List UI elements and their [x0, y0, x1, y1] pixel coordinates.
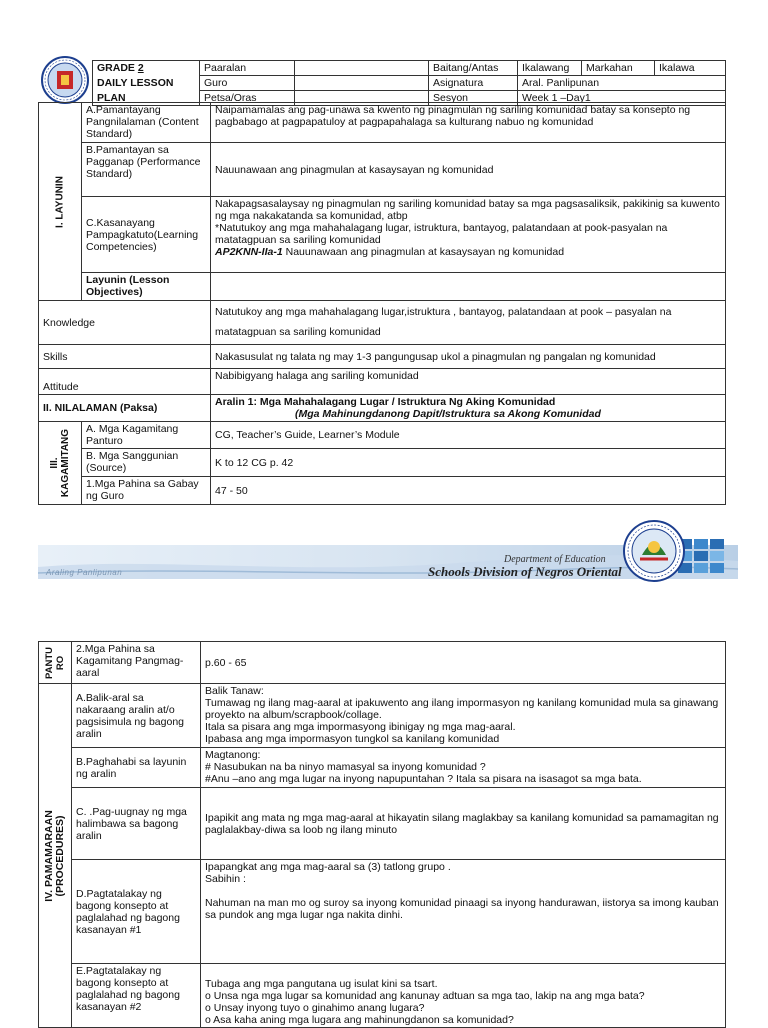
paghahabi-label: B.Paghahabi sa layunin ng aralin [72, 748, 201, 788]
competency-text-2: *Natutukoy ang mga mahahalagang lugar, istruktura, bantayog, palatandaan at pook-pasyalan na matatagpuan sa sariling komunidad [215, 222, 668, 246]
pagtatalakay-1-text [201, 860, 726, 964]
panturo-section [39, 642, 72, 684]
sanggunian-label: B. Mga Sanggunian (Source) [82, 449, 211, 477]
sesyon-value: Week 1 –Day1 [518, 91, 726, 106]
panturo-section-label: PANTU RO [44, 646, 66, 679]
pagtatalakay-2-text: Tubaga ang mga pangutana ug isulat kini sa tsart. o Unsa nga mga lugar sa komunidad ang kanunay adtuan sa mga tao, lakip na ang mga bata? o Unsay inyong tuyo o ginahimo anang lugara? o Asa kaha aning mga lugara ang mahinungdanon sa komunidad? [201, 964, 726, 1028]
footer-division: Schools Division of Negros Oriental [428, 564, 622, 579]
nilalaman-line-2: (Mga Mahinungdanong Dapit/Istruktura sa Akong Komunidad [295, 408, 601, 420]
lesson-plan-table-2 [38, 641, 726, 1028]
nilalaman-text [211, 395, 726, 422]
nilalaman-line-1: Aralin 1: Mga Mahahalagang Lugar / Istruktura Ng Aking Komunidad [215, 396, 556, 408]
pag-uugnay-text: Ipapikit ang mata ng mga mag-aaral at hikayatin silang maglakbay sa kanilang komunidad sa pamamagitan ng paglalakbay-diwa sa loob ng ilang minuto [201, 788, 726, 860]
procedures-section [39, 684, 72, 1028]
balik-aral-text: Balik Tanaw: Tumawag ng ilang mag-aaral at ipakuwento ang ilang impormasyon ng kanilang komunidad mula sa ginawang proyekto na album/scrapbook/collage. Itala sa pisara ang mga impormasyong ibinigay ng mga mag-aaral. Ipabasa ang mga impormasyon tungkol sa kanilang komunidad [201, 684, 726, 748]
petsa-label: Petsa/Oras [200, 91, 295, 106]
layunin-section-label: I. LAYUNIN [54, 175, 66, 228]
nilalaman-label: II. NILALAMAN (Paksa) [39, 395, 211, 422]
procedures-section-label: IV. PAMAMARAAN (PROCEDURES) [43, 809, 66, 902]
competency-code-line [215, 246, 721, 258]
baitang-label: Baitang/Antas [429, 61, 518, 76]
balik-aral-label: A.Balik-aral sa nakaraang aralin at/o pagsisimula ng bagong aralin [72, 684, 201, 748]
kagamitan-section-label: III. KAGAMITANG [49, 428, 71, 498]
content-standard-label: A.Pamantayang Pangnilalaman (Content Standard) [82, 103, 211, 143]
grade-cell [93, 61, 200, 76]
grade-value: 2 [137, 62, 144, 74]
learning-competencies-text [211, 197, 726, 273]
layunin-section [39, 103, 82, 301]
learning-competencies-label: C.Kasanayang Pampagkatuto(Learning Competencies) [82, 197, 211, 273]
paghahabi-text: Magtanong: # Nasubukan na ba ninyo mamasyal sa inyong komunidad ? #Anu –ano ang mga lugar na inyong napupuntahan ? Itala sa pisara na isasagot sa mga bata. [201, 748, 726, 788]
attitude-text: Nabibigyang halaga ang sariling komunidad [211, 369, 726, 395]
knowledge-text: Natutukoy ang mga mahahalagang lugar,istruktura , bantayog, palatandaan at pook – pasyalan na matatagpuan sa sariling komunidad [211, 301, 726, 345]
content-standard-text: Naipamamalas ang pag-unawa sa kwento ng pinagmulan ng sariling komunidad batay sa konsepto ng pagbabago at pagpapatuloy at pagpapahalaga sa kulturang nabuo ng komunidad [211, 103, 726, 143]
pag-uugnay-label: C. .Pag-uugnay ng mga halimbawa sa bagong aralin [72, 788, 201, 860]
dll-line1: DAILY LESSON [93, 76, 200, 91]
footer-dept: Department of Education [504, 554, 606, 565]
ikalawa-cell: Ikalawa [655, 61, 726, 76]
guro-label: Guro [200, 76, 295, 91]
pagtatalakay-1-body: Nahuman na man mo og suroy sa inyong komunidad pinaagi sa inyong handurawan, iistorya sa imong kauban sa pundok ang mga lugar nga nakita dinhi. [205, 897, 719, 921]
pagtatalakay-1-label: D.Pagtatalakay ng bagong konsepto at paglalahad ng bagong kasanayan #1 [72, 860, 201, 964]
kagamitang-panturo-text: CG, Teacher’s Guide, Learner’s Module [211, 422, 726, 449]
competency-text-1: Nakapagsasalaysay ng pinagmulan ng sariling komunidad batay sa mga pagsasaliksik, pakikinig sa kuwento ng mga nakakatanda sa komunidad, atbp [215, 198, 720, 222]
footer-left-text: Araling Panlipunan [46, 568, 123, 577]
kagamitan-section [39, 422, 82, 505]
dll-line2: PLAN [93, 91, 200, 106]
markahan-cell: Markahan [582, 61, 655, 76]
competency-code: AP2KNN-IIa-1 [215, 246, 283, 258]
knowledge-label: Knowledge [39, 301, 211, 345]
attitude-label: Attitude [39, 369, 211, 395]
footer-banner [38, 527, 738, 581]
asignatura-value: Aral. Panlipunan [518, 76, 726, 91]
kagamitang-panturo-label: A. Mga Kagamitang Panturo [82, 422, 211, 449]
header-table [92, 60, 726, 106]
sanggunian-text: K to 12 CG p. 42 [211, 449, 726, 477]
guro-value [295, 76, 429, 91]
pupil-pages-label: 2.Mga Pahina sa Kagamitang Pangmag-aaral [72, 642, 201, 684]
paaralan-value [295, 61, 429, 76]
performance-standard-label: B.Pamantayan sa Pagganap (Performance Standard) [82, 143, 211, 197]
asignatura-label: Asignatura [429, 76, 518, 91]
lesson-plan-table-1 [38, 102, 726, 505]
competency-code-text: Nauunawaan ang pinagmulan at kasaysayan ng komunidad [282, 246, 565, 258]
ikalawang-cell: Ikalawang [518, 61, 582, 76]
sesyon-label: Sesyon [429, 91, 518, 106]
lesson-objectives-value [211, 273, 726, 301]
gabay-guro-text: 47 - 50 [211, 477, 726, 505]
gabay-guro-label: 1.Mga Pahina sa Gabay ng Guro [82, 477, 211, 505]
pupil-pages-text: p.60 - 65 [201, 642, 726, 684]
division-seal-logo [622, 519, 686, 583]
lesson-objectives-label: Layunin (Lesson Objectives) [82, 273, 211, 301]
grade-label: GRADE [97, 62, 138, 74]
pagtatalakay-2-label: E.Pagtatalakay ng bagong konsepto at paglalahad ng bagong kasanayan #2 [72, 964, 201, 1028]
skills-label: Skills [39, 345, 211, 369]
performance-standard-text: Nauunawaan ang pinagmulan at kasaysayan ng komunidad [211, 143, 726, 197]
deped-seal-logo [40, 55, 90, 105]
paaralan-label: Paaralan [200, 61, 295, 76]
skills-text: Nakasusulat ng talata ng may 1-3 pangungusap ukol a pinagmulan ng pangalan ng komunidad [211, 345, 726, 369]
pagtatalakay-1-intro: Ipapangkat ang mga mag-aaral sa (3) tatlong grupo . Sabihin : [205, 861, 451, 885]
